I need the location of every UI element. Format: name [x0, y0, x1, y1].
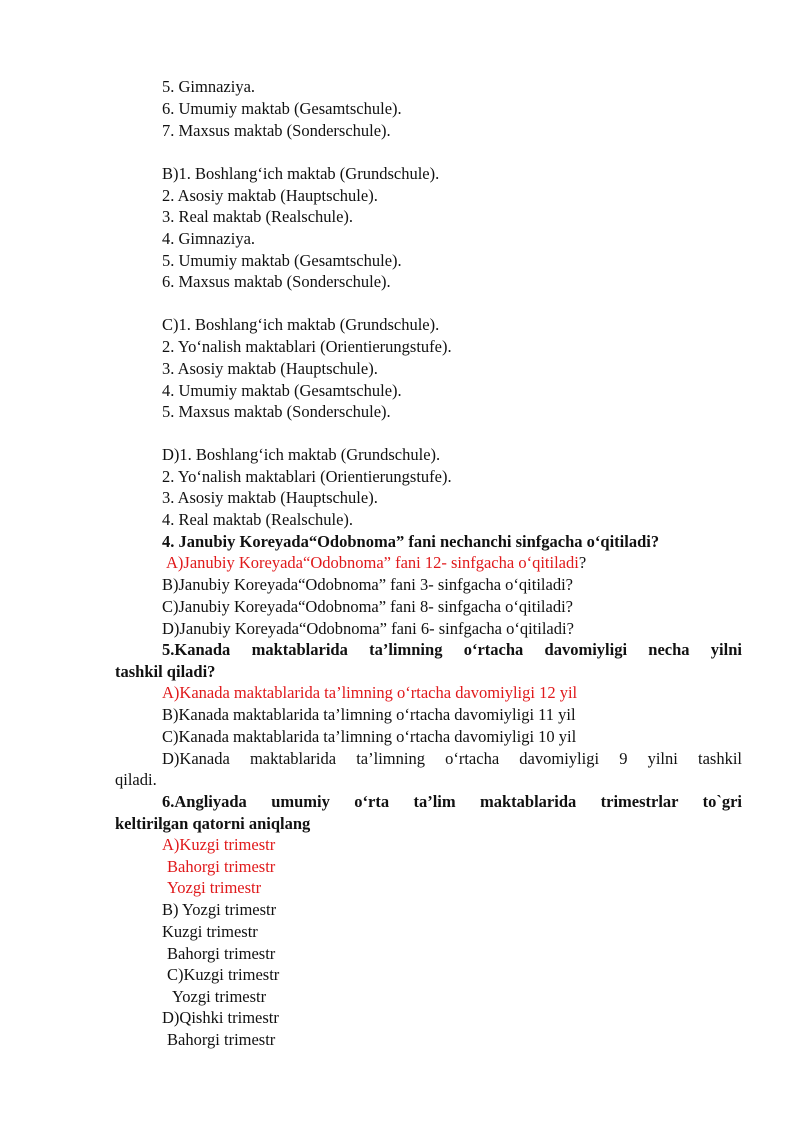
q3-option-c-item-3: 3. Asosiy maktab (Hauptschule). — [162, 359, 378, 378]
q6-option-b-item-2: Kuzgi trimestr — [162, 922, 258, 941]
q3-option-b-item-4: 4. Gimnaziya. — [162, 229, 256, 248]
q6-option-a-item-1: Kuzgi trimestr — [179, 835, 276, 854]
q4-option-c: C)Janubiy Koreyada“Odobnoma” fani 8- sinfgacha o‘qitiladi? — [162, 597, 573, 616]
q6-option-a-line-1 — [162, 834, 275, 856]
q3-option-d-item-3: 3. Asosiy maktab (Hauptschule). — [162, 488, 378, 507]
q3-option-b-item-2: 2. Asosiy maktab (Hauptschule). — [162, 186, 378, 205]
q6-question-line-1: 6.Angliyada umumiy o‘rta ta’lim maktablarida trimestrlar to`gri — [162, 792, 742, 811]
q3-option-b-item-3: 3. Real maktab (Realschule). — [162, 207, 354, 226]
q3-option-a-item-6: 6. Umumiy maktab (Gesamtschule). — [162, 99, 402, 118]
q3-option-c-item-4: 4. Umumiy maktab (Gesamtschule). — [162, 381, 402, 400]
q5-option-d-line-2: qiladi. — [115, 770, 157, 789]
q6-option-a-item-3: Yozgi trimestr — [167, 878, 262, 897]
q5-option-c: C)Kanada maktablarida ta’limning o‘rtacha davomiyligi 10 yil — [162, 727, 577, 746]
q6-option-c-item-2: Yozgi trimestr — [172, 987, 267, 1006]
q5-option-b: B)Kanada maktablarida ta’limning o‘rtacha davomiyligi 11 yil — [162, 705, 576, 724]
q5-question-line-1: 5.Kanada maktablarida ta’limning o‘rtacha davomiyligi necha yilni — [162, 640, 742, 659]
q3-option-c-item-2: 2. Yo‘nalish maktablari (Orientierungstufe). — [162, 337, 452, 356]
q6-option-a-prefix: A) — [162, 835, 180, 854]
q6-option-d-item-2: Bahorgi trimestr — [167, 1030, 276, 1049]
q3-option-d-item-4: 4. Real maktab (Realschule). — [162, 510, 354, 529]
q4-question: 4. Janubiy Koreyada“Odobnoma” fani nechanchi sinfgacha o‘qitiladi? — [162, 532, 660, 551]
q3-option-a-item-7: 7. Maxsus maktab (Sonderschule). — [162, 121, 391, 140]
q6-option-b-item-1: B) Yozgi trimestr — [162, 900, 277, 919]
q3-option-b-item-5: 5. Umumiy maktab (Gesamtschule). — [162, 251, 402, 270]
q5-question-line-2: tashkil qiladi? — [115, 662, 216, 681]
q4-option-d: D)Janubiy Koreyada“Odobnoma” fani 6- sinfgacha o‘qitiladi? — [162, 619, 574, 638]
q6-option-c-item-1: C)Kuzgi trimestr — [167, 965, 280, 984]
q6-option-a-item-2: Bahorgi trimestr — [167, 857, 276, 876]
q4-option-b: B)Janubiy Koreyada“Odobnoma” fani 3- sinfgacha o‘qitiladi? — [162, 575, 573, 594]
q3-option-b-item-1: B)1. Boshlang‘ich maktab (Grundschule). — [162, 164, 440, 183]
q3-option-d-item-1: D)1. Boshlang‘ich maktab (Grundschule). — [162, 445, 441, 464]
q3-option-d-item-2: 2. Yo‘nalish maktablari (Orientierungstufe). — [162, 467, 452, 486]
q4-option-a-text: A)Janubiy Koreyada“Odobnoma” fani 12- sinfgacha o‘qitiladi — [166, 553, 579, 572]
q4-option-a-mark: ? — [578, 553, 587, 572]
q5-option-a: A)Kanada maktablarida ta’limning o‘rtacha davomiyligi 12 yil — [162, 683, 578, 702]
q4-option-a — [166, 552, 586, 574]
q3-option-c-item-5: 5. Maxsus maktab (Sonderschule). — [162, 402, 391, 421]
q6-option-d-item-1: D)Qishki trimestr — [162, 1008, 279, 1027]
q6-question-line-2: keltirilgan qatorni aniqlang — [115, 814, 311, 833]
q3-option-c-item-1: C)1. Boshlang‘ich maktab (Grundschule). — [162, 315, 440, 334]
q6-option-b-item-3: Bahorgi trimestr — [167, 944, 276, 963]
q5-option-d-line-1: D)Kanada maktablarida ta’limning o‘rtacha davomiyligi 9 yilni tashkil — [162, 749, 742, 768]
q3-option-a-item-5: 5. Gimnaziya. — [162, 77, 256, 96]
q3-option-b-item-6: 6. Maxsus maktab (Sonderschule). — [162, 272, 391, 291]
